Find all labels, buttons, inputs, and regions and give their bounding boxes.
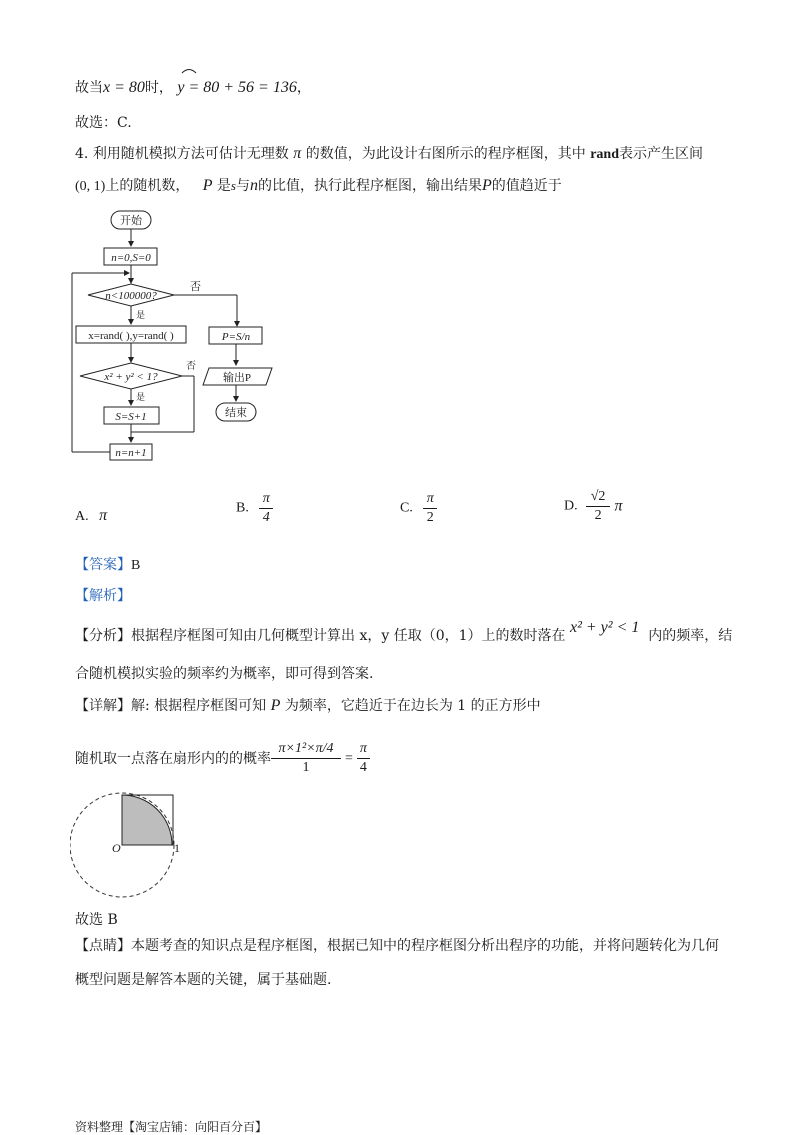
analysis-tag: 【解析】 (75, 588, 131, 604)
quarter-circle-figure (70, 790, 190, 910)
increment-s-label: S=S+1 (115, 411, 147, 423)
condition-1-label: n<100000? (105, 290, 157, 302)
origin-label: O (112, 841, 121, 855)
fenxi-line-1: 【分析】根据程序框图可知由几何概型计算出 x，y 任取（0，1）上的数时落在 x² + y² < 1 内的频率，结 (75, 619, 733, 644)
question-4-line-2: (0, 1)上的随机数， P 是s与n的比值，执行此程序框图，输出结果P的值趋近于 (75, 177, 562, 194)
increment-n-label: n=n+1 (115, 447, 147, 459)
init-label: n=0,S=0 (111, 252, 151, 264)
program-flowchart (66, 208, 296, 468)
probability-result: $\frac{\pi}{4}$ (357, 740, 370, 777)
fenxi-line-2: 合随机模拟实验的频率约为概率，即可得到答案. (75, 666, 374, 682)
option-d: D. $\frac{√2}{2}$ π (564, 489, 623, 523)
x-equals-80: x = 80 (103, 79, 145, 96)
option-a: A. π (75, 507, 108, 524)
hat-arc (181, 66, 197, 74)
probability-fraction: $\frac{\text{π×1²×π/4}}{1}$ (271, 740, 341, 777)
yes-label-2: 是 (136, 392, 146, 402)
no-label-2: 否 (186, 361, 196, 372)
yes-label-1: 是 (136, 310, 146, 320)
result-label: P=S/n (221, 331, 251, 343)
output-label: 输出P (222, 372, 252, 384)
start-label: 开始 (120, 215, 142, 227)
answer-line: 【答案】B (75, 557, 141, 573)
answer-tag: 【答案】 (75, 557, 131, 573)
dianjing-line-1: 【点睛】本题考查的知识点是程序框图，根据已知中的程序框图分析出程序的功能，并将问题转化为几何 (75, 938, 719, 954)
end-label: 结束 (225, 407, 247, 419)
probability-line: 随机取一点落在扇形内的的概率 $\frac{\text{π×1²×π/4}}{1}$ = $\frac{\pi}{4}$ (75, 740, 370, 777)
rand-label: x=rand( ),y=rand( ) (88, 330, 174, 342)
choose-b-line: 故选 B (75, 912, 118, 928)
shaded-sector (122, 795, 172, 845)
one-label: 1 (174, 841, 180, 855)
solution-line-1: 故当x = 80时， y = 80 + 56 = 136， (75, 78, 311, 98)
option-b: B. $\frac{\pi}{4}$ (236, 490, 273, 527)
no-label-1: 否 (190, 281, 201, 293)
question-4-line-1: 4. 利用随机模拟方法可估计无理数 π 的数值，为此设计右图所示的程序框图，其中 rand表示产生区间 (75, 145, 703, 162)
condition-2-label: x² + y² < 1? (104, 371, 158, 383)
choose-c-line: 故选：C. (75, 115, 132, 131)
footer-credit: 资料整理【淘宝店铺：向阳百分百】 (75, 1120, 268, 1134)
xiangjie-line: 【详解】解: 根据程序框图可知 P 为频率，它趋近于在边长为 1 的正方形中 (75, 697, 541, 714)
dianjing-line-2: 概型问题是解答本题的关键，属于基础题. (75, 972, 332, 988)
inequality: x² + y² < 1 (569, 619, 640, 636)
option-c: C. $\frac{\pi}{2}$ (400, 490, 437, 527)
y-hat-equation: y = 80 + 56 = 136 (177, 78, 297, 98)
